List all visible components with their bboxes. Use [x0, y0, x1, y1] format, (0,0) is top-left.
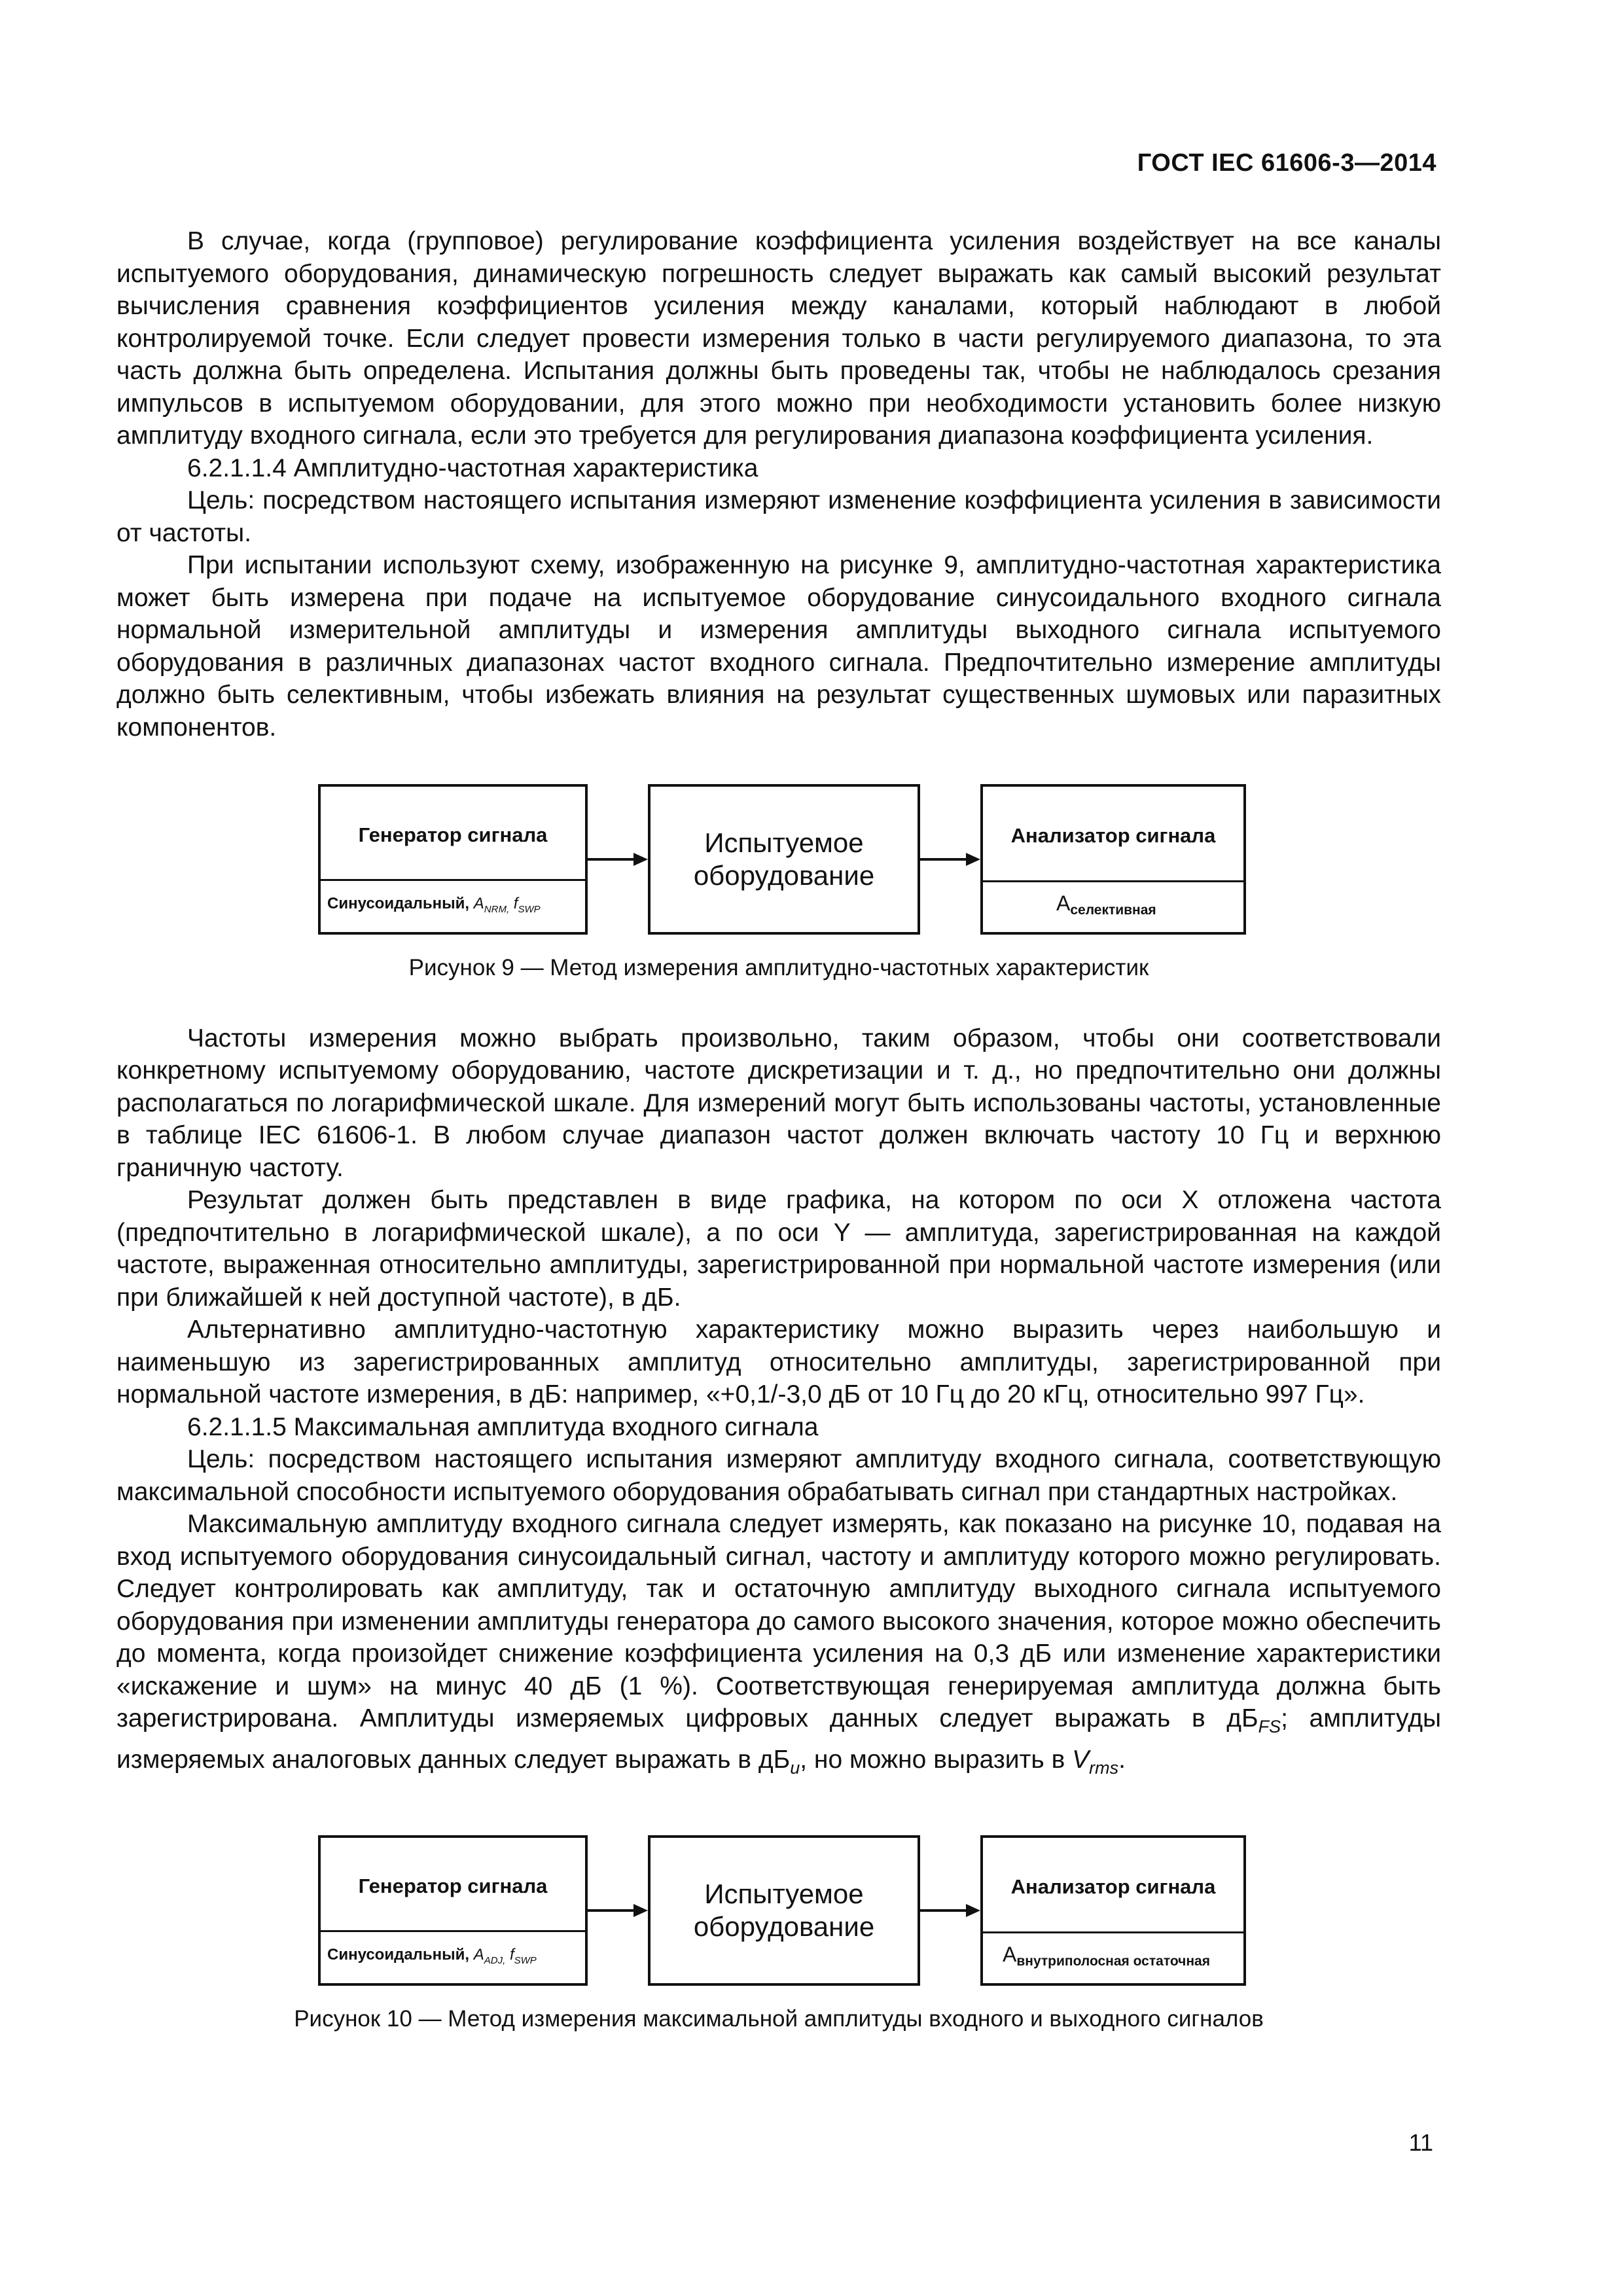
figure-10-diagram: [116, 1835, 1441, 1986]
paragraph: Цель: посредством настоящего испытания измеряют амплитуду входного сигнала, соответствующую максимальной способности испытуемого оборудования обрабатывать сигнал при стандартных настройках.: [116, 1445, 1441, 1506]
generator-params: Синусоидальный, $A_{ADJ,}$ $f_{SWP}$: [321, 1930, 585, 1983]
section-heading: 6.2.1.1.5 Максимальная амплитуда входного сигнала: [187, 1412, 819, 1441]
paragraph: При испытании используют схему, изображенную на рисунке 9, амплитудно-частотная характеристика может быть измерена при подаче на испытуемое оборудование синусоидального входного сигнала нормальной измерительной амплитуды и измерения амплитуды выходного сигнала испытуемого оборудования в различных диапазонах частот входного сигнала. Предпочтительно измерение амплитуды должно быть селективным, чтобы избежать влияния на результат существенных шумовых или паразитных компонентов.: [116, 551, 1441, 742]
figure-9-caption: Рисунок 9 — Метод измерения амплитудно-частотных характеристик: [408, 955, 1149, 980]
generator-title: Генератор сигнала: [358, 1874, 548, 1897]
generator-box: [318, 784, 588, 935]
device-under-test-box: Испытуемое оборудование: [648, 784, 920, 935]
paragraph: Результат должен быть представлен в виде графика, на котором по оси X отложена частота (предпочтительно в логарифмической шкале), а по оси Y — амплитуда, зарегистрированная на каждой частоте, выраженная относительно амплитуды, зарегистрированной при нормальной частоте измерения (или при ближайшей к ней доступной частоте), в дБ.: [116, 1186, 1441, 1312]
page-number: 11: [1408, 2129, 1433, 2156]
analyzer-box: [980, 1835, 1246, 1986]
arrow-icon: [920, 850, 980, 869]
analyzer-mode: $А_{внутриполосная остаточная}$: [983, 1931, 1243, 1983]
device-under-test-box: Испытуемое оборудование: [648, 1835, 920, 1986]
analyzer-title: Анализатор сигнала: [1010, 824, 1216, 847]
generator-box: [318, 1835, 588, 1986]
paragraph: Цель: посредством настоящего испытания измеряют изменение коэффициента усиления в зависимости от частоты.: [116, 486, 1441, 547]
paragraph: Частоты измерения можно выбрать произвольно, таким образом, чтобы они соответствовали конкретному испытуемому оборудованию, частоте дискретизации и т. д., но предпочтительно они должны располагаться по логарифмической шкале. Для измерений могут быть использованы частоты, установленные в таблице IEC 61606-1. В любом случае диапазон частот должен включать частоту 10 Гц и верхнюю граничную частоту.: [116, 1024, 1441, 1182]
paragraph: В случае, когда (групповое) регулирование коэффициента усиления воздействует на все каналы испытуемого оборудования, динамическую погрешность следует выражать как самый высокий результат вычисления сравнения коэффициентов усиления между каналами, который наблюдают в любой контролируемой точке. Если следует провести измерения только в части регулируемого диапазона, то эта часть должна быть определена. Испытания должны быть проведены так, чтобы не наблюдалось срезания импульсов в испытуемом оборудовании, для этого можно при необходимости установить более низкую амплитуду входного сигнала, если это требуется для регулирования диапазона коэффициента усиления.: [116, 227, 1441, 450]
section-heading: 6.2.1.1.4 Амплитудно-частотная характеристика: [187, 454, 758, 482]
arrow-icon: [588, 1901, 648, 1920]
figure-10-caption: Рисунок 10 — Метод измерения максимальной амплитуды входного и выходного сигналов: [294, 2006, 1264, 2032]
generator-title: Генератор сигнала: [358, 823, 548, 846]
generator-params: Синусоидальный, $A_{NRM,}$ $f_{SWP}$: [321, 879, 585, 932]
analyzer-mode: $А_{селективная}$: [983, 880, 1243, 932]
paragraph: Альтернативно амплитудно-частотную характеристику можно выразить через наибольшую и наименьшую из зарегистрированных амплитуд относительно амплитуды, зарегистрированной при нормальной частоте измерения, в дБ: например, «+0,1/-3,0 дБ от 10 Гц до 20 кГц, относительно 997 Гц».: [116, 1316, 1441, 1408]
arrow-icon: [588, 850, 648, 869]
page-content: [116, 225, 1441, 2036]
paragraph: Максимальную амплитуду входного сигнала следует измерять, как показано на рисунке 10, подавая на вход испытуемого оборудования синусоидальный сигнал, частоту и амплитуду которого можно регулировать. Следует контролировать как амплитуду, так и остаточную амплитуду выходного сигнала испытуемого оборудования при изменении амплитуды генератора до самого высокого значения, которое можно обеспечить до момента, когда произойдет снижение коэффициента усиления на 0,3 дБ или изменение характеристики «искажение и шум» на минус 40 дБ (1 %). Соответствующая генерируемая амплитуда должна быть зарегистрирована. Амплитуды измеряемых цифровых данных следует выражать в $дБ_{FS}$; амплитуды измеряемых аналоговых данных следует выражать в $дБ_u$, но можно выразить в $V_{rms}$.: [116, 1510, 1441, 1778]
arrow-icon: [920, 1901, 980, 1920]
analyzer-title: Анализатор сигнала: [1010, 1875, 1216, 1898]
analyzer-box: [980, 784, 1246, 935]
figure-9-diagram: [116, 784, 1441, 935]
document-header: ГОСТ IEC 61606-3—2014: [1137, 149, 1436, 177]
